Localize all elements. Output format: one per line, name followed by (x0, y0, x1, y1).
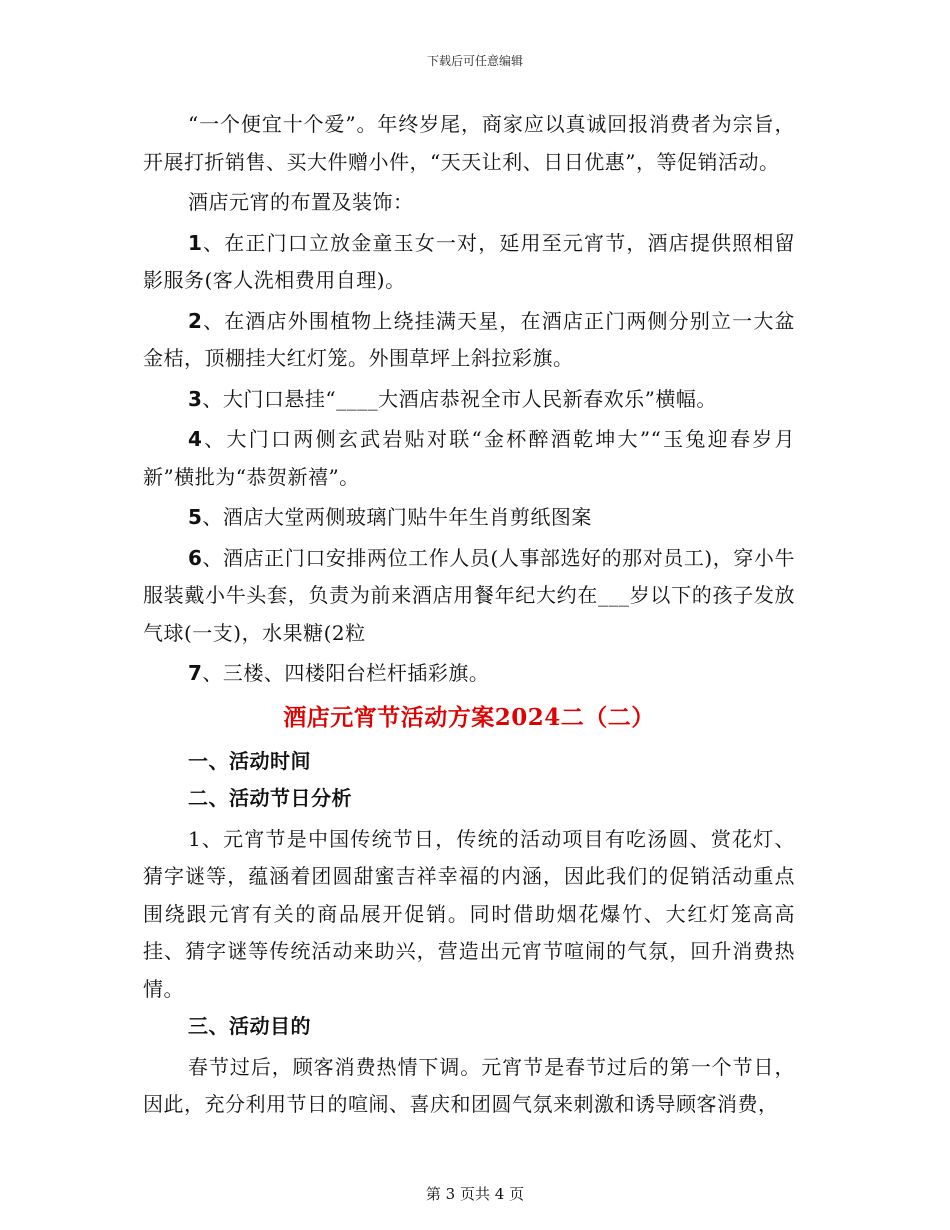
page-header: 下载后可任意编辑 (426, 54, 523, 68)
list-item (143, 381, 795, 419)
list-item (143, 655, 795, 693)
list-item-text: 、在正门口立放金童玉女一对，延用至元宵节，酒店提供照相留影服务(客人洗相费用自理)。 (143, 230, 795, 292)
list-item-number: 3 (188, 386, 203, 411)
list-item-number: 5 (188, 505, 203, 529)
list-item-text: 、在酒店外围植物上绕挂满天星，在酒店正门两侧分别立一大盆金桔，顶棚挂大红灯笼。外围草坪上斜拉彩旗。 (143, 308, 795, 370)
heading-activity-purpose: 三、活动目的 (188, 1014, 311, 1038)
document-body (143, 106, 795, 1124)
list-item (143, 303, 795, 378)
list-item-number: 4 (188, 427, 203, 451)
paragraph-decoration-intro: 酒店元宵的布置及装饰： (188, 190, 414, 214)
list-item (143, 499, 795, 537)
list-item-text: 、三楼、四楼阳台栏杆插彩旗。 (202, 661, 490, 685)
list-item-number: 1 (188, 230, 203, 255)
heading-festival-analysis: 二、活动节日分析 (188, 786, 352, 810)
paragraph-festival-analysis: 1、元宵节是中国传统节日，传统的活动项目有吃汤圆、赏花灯、猜字谜等，蕴涵着团圆甜蜜吉祥幸福的内涵，因此我们的促销活动重点围绕跟元宵有关的商品展开促销。同时借助烟花爆竹、大红灯笼高高挂、猜字谜等传统活动来助兴，营造出元宵节喧闹的气氛，回升消费热情。 (143, 826, 795, 1001)
list-item (143, 540, 795, 653)
list-item-number: 6 (188, 545, 203, 570)
list-item-text: 、大门口两侧玄武岩贴对联“金杯醉酒乾坤大”“玉兔迎春岁月新”横批为“恭贺新禧”。 (143, 427, 795, 489)
heading-activity-time: 一、活动时间 (188, 748, 311, 773)
list-item-text: 、大门口悬挂“____大酒店恭祝全市人民新春欢乐”横幅。 (202, 386, 717, 411)
paragraph-activity-purpose: 春节过后，顾客消费热情下调。元宵节是春节过后的第一个节日，因此，充分利用节日的喧闹、喜庆和团圆气氛来刺激和诱导顾客消费， (143, 1054, 795, 1116)
section-title: 酒店元宵节活动方案2024二（二） (283, 703, 655, 731)
list-item (143, 421, 795, 496)
list-item-text: 、酒店正门口安排两位工作人员(人事部选好的那对员工)，穿小牛服装戴小牛头套，负责为前来酒店用餐年纪大约在___岁以下的孩子发放气球(一支)，水果糖(2粒 (143, 545, 795, 645)
list-item-number: 2 (188, 308, 203, 333)
list-item (143, 225, 795, 300)
paragraph-promotion: “一个便宜十个爱”。年终岁尾，商家应以真诚回报消费者为宗旨，开展打折销售、买大件赠小件，“天天让利、日日优惠”，等促销活动。 (143, 112, 795, 174)
list-item-text: 、酒店大堂两侧玻璃门贴牛年生肖剪纸图案 (202, 505, 592, 529)
list-item-number: 7 (188, 661, 203, 685)
page-footer: 第 3 页共 4 页 (425, 1185, 525, 1203)
